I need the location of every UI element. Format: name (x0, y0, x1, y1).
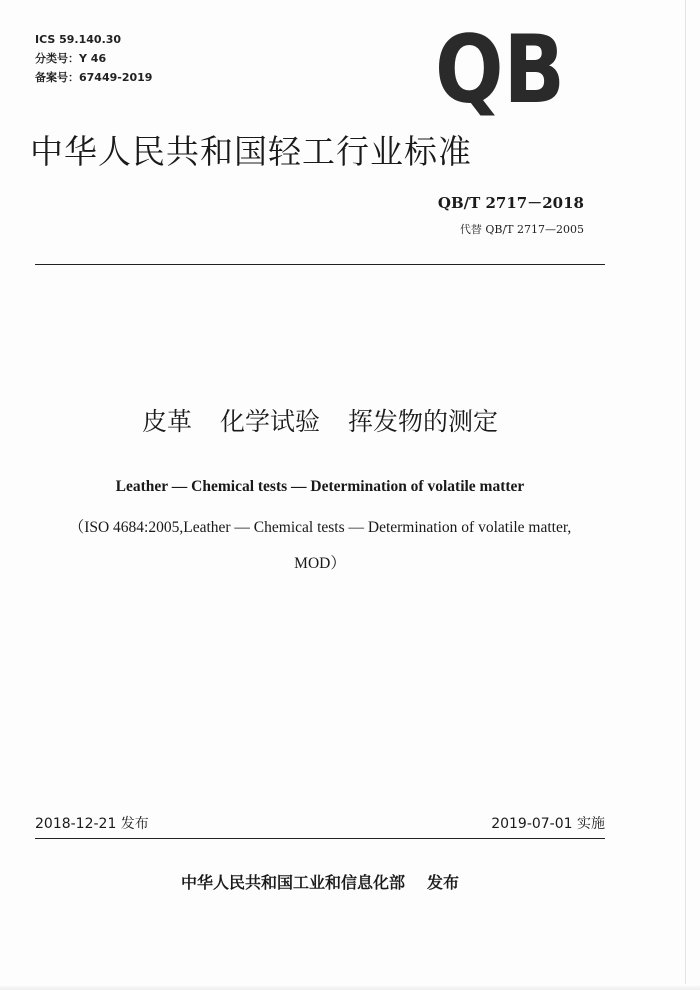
title-part-chemical-tests: 化学试验 (219, 407, 320, 436)
qb-logo (435, 16, 565, 125)
issuing-authority (0, 870, 640, 893)
scan-edge (685, 0, 686, 990)
title-part-leather: 皮革 (141, 407, 192, 436)
issuer-action: 发布 (427, 873, 460, 892)
record-number: 备案号：67449-2019 (35, 71, 153, 84)
standard-type-heading: 中华人民共和国轻工行业标准 (30, 132, 472, 171)
category-code: 分类号：Y 46 (35, 52, 107, 65)
chinese-title (0, 402, 640, 438)
title-part-volatile: 挥发物的测定 (348, 407, 499, 436)
footer-divider (35, 838, 605, 839)
issuer-name: 中华人民共和国工业和信息化部 (180, 873, 405, 892)
standard-code: QB/T 2717－2018 (437, 194, 584, 212)
svg-text:QB: QB (435, 16, 565, 125)
classification-block (35, 30, 152, 87)
iso-reference-line2: MOD） (294, 555, 346, 572)
header-divider (35, 264, 605, 265)
issue-date: 2018-12-21 发布 (35, 816, 149, 832)
iso-reference-line1: （ISO 4684:2005,Leather — Chemical tests — Determination of volatile matter, (68, 519, 572, 536)
english-title: Leather — Chemical tests — Determination of volatile matter (115, 478, 525, 495)
replaces-note: 代替 QB/T 2717—2005 (459, 223, 584, 236)
scan-bottom-edge (0, 984, 700, 990)
implementation-date: 2019-07-01 实施 (491, 816, 605, 832)
ics-code: ICS 59.140.30 (35, 33, 122, 46)
